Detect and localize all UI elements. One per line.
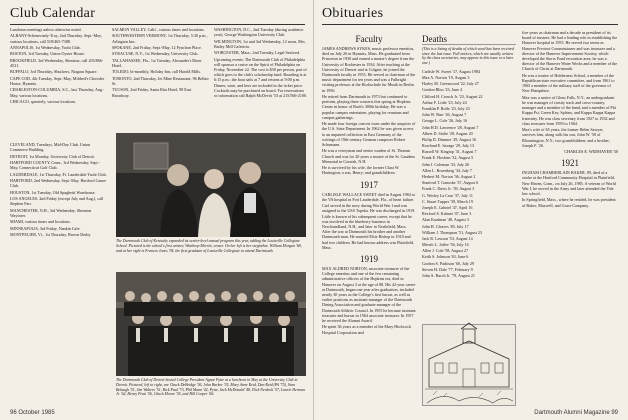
obituary-1919-text xyxy=(322,266,416,335)
obituary-paragraph: JAMES ANDREWS SYKES, music professor emeritus, died on July 26 in Hyannis, Mass. He graduated from Princeton in 1930 and earned a master's degree from the University of Rochester in 1934. After teaching at the University of Denver and at Colgate, he joined the Dartmouth faculty in 1953. He served as chairman of the music department for ten years and was a Fulbright visiting professor at the Hochschule fur Musik in Berlin in 1956. xyxy=(322,46,416,93)
death-entry: Herbert M. Norton '36, August 2 xyxy=(422,174,476,179)
death-entry: John W. Burr '26, August 7 xyxy=(422,112,467,118)
calendar-column-2 xyxy=(112,27,209,98)
death-entry: Joseph E. Gabriel '47, April 16 xyxy=(422,204,473,210)
death-entry: Arthur F. Little '23, July 24 xyxy=(422,99,467,105)
obituary-paragraph: He was a trustee of Holderness School, a member of the Republican state executive committee, and from 1961 to 1965 a member of the military staff of the governor of New Hampshire. xyxy=(522,72,615,94)
death-entry: George L. Cole '26, July 16 xyxy=(422,118,468,124)
calendar-entry: ALBANY-Schenectady-Troy, 2nd Thursday, Sept.-May, various locations, call 518/465-7388. xyxy=(10,33,102,44)
detroit-group-illustration xyxy=(116,272,306,376)
detroit-photo-caption: The Dartmouth Club of Detroit hosted College President Agnar Pytte at a luncheon in May at the University Club in Detroit. Pictured, left to right, are Chuck DeBridge '36, John Barker '35, Mary Anne Reid, Dan Reid (PA '75), Stan Belaugh '51, Jim Walters '51, Rick Paul '73, Phil Mann '42, Pytte, Jack McDonald '48, Dick Newbolt '57, Laurie Herman Jr. '62, Henry Pratt '56, Chuck Moore '55, and Bill Cooper '66. xyxy=(116,378,305,397)
calendar-entry: DETROIT, 1st Monday, University Club of Detroit. xyxy=(10,153,95,159)
death-entry: Harley M. Greenwood '22, July 27 xyxy=(422,81,479,87)
death-entry: Keith S. Johnson '63, June 6 xyxy=(422,254,469,260)
page-title-obituaries: Obituaries xyxy=(322,6,618,25)
calendar-entry: ANNAPOLIS, 1st Wednesday, Yacht Club. xyxy=(10,44,81,50)
calendar-entry: CHARLESTON-COLUMBIA, S.C., last Thursday, Aug.-May, various locations. xyxy=(10,87,105,98)
death-entry: William J. Thompson '51, August 23 xyxy=(422,229,482,235)
death-entry: Frank C. Davis Jr. '39, August 3 xyxy=(422,186,475,192)
calendar-entry: HARTFORD, 2nd Wednesday, Sept.-May, Hartford Canoe Club. xyxy=(10,177,107,189)
year-heading-1919: 1919 xyxy=(360,254,378,265)
calendar-entry: CAPE COD, 4th Tuesday, Sept.-May, Mildred's Chowder House, Hyannis. xyxy=(10,75,105,86)
faculty-heading: Faculty xyxy=(355,34,383,44)
death-entry: Rexford S. Kalmet '47, June 3 xyxy=(422,211,472,217)
deaths-column xyxy=(422,30,516,320)
faculty-text xyxy=(322,46,416,176)
calendar-entry: TOLEDO, bi-monthly, Holiday Inn, call Harold Mills. xyxy=(112,69,202,75)
death-entry: Franklin P. Rolfe '23, July 23 xyxy=(422,105,470,111)
death-entry: Merritt L. Jaffee '56, July 16 xyxy=(422,242,469,248)
page-title-club-calendar: Club Calendar xyxy=(10,6,305,25)
obituary-paragraph: CARLISLE WALLACE SWEET died in August 1984 at the VA hospital in Fort Lauderdale, Fla., of heart failure. xyxy=(322,191,415,202)
death-entry: Carlisle W. Sweet '17, August 1984 xyxy=(422,68,480,74)
death-entry: John H.D. Lawrence '28, August 7 xyxy=(422,124,479,130)
death-entry: Jack R. Lawson '53, August 14 xyxy=(422,235,473,241)
obituary-paragraph: He is survived by his wife, the former Clara W. Hartington; a son, Henry; and grandchildren. xyxy=(322,165,400,176)
calendar-entry: SPOKANE, 2nd Friday, Sept.-May, 12 Pynchon Place. xyxy=(112,44,202,50)
calendar-entry: MINNEAPOLIS, 3rd Friday, Nankin Cafe. xyxy=(10,225,81,231)
death-entry: John A. Burch Jr. '79, August 21 xyxy=(422,273,475,278)
death-entry: Philip D. Dimmer '29, August 16 xyxy=(422,136,477,142)
calendar-entry: BUFFALO, 3rd Thursday, Shuckers, Niagara Square. xyxy=(10,69,98,75)
death-entry: Gordon S. Parkison '60, July 29 xyxy=(422,260,475,266)
death-entry: Allen L. Rosenberg '34, July 7 xyxy=(422,167,472,173)
calendar-entry: HARTFORD COUNTY, Conn., 3rd Wednesday, Sept.-May, Connecticut Golf Club. xyxy=(10,159,100,171)
calendar-column-1-continued xyxy=(10,142,107,410)
calendar-entry: MIAMI, various times and locations. xyxy=(10,219,71,225)
year-heading-1917: 1917 xyxy=(360,179,378,190)
obituary-paragraph: INGHAM CHAMBERLAIN BAKER, 89, died of a stroke at the Hartford Community Hospital in Plainfield, New Haven, Conn., on July 26, 1985. A veteran of World War I, he served in the Army and later attended the Yale law school. xyxy=(522,170,616,197)
calendar-entry: CHICAGO, quarterly, various locations. xyxy=(10,98,77,104)
year-heading-1921: 1921 xyxy=(561,158,579,169)
calendar-entry: SYRACUSE, N.Y., 1st Wednesday, University Club. xyxy=(112,51,199,57)
calendar-entry: TALLAHASSEE, Fla., 1st Tuesday, Alexander's Diner Hotel. xyxy=(112,57,202,68)
calendar-entry: LOS ANGELES, 2nd Friday (except July and Aug.), call Stephen Farr. xyxy=(10,195,104,207)
obituary-paragraph: In Springfield, Mass., where he resided, he was president of Baker, Maxwell, and Grace Company. xyxy=(522,197,616,208)
death-entry: Russell W. Kingtop '31, August 7 xyxy=(422,149,477,155)
deaths-heading: Deaths xyxy=(422,34,516,45)
death-entry: John H. Cleaves '49, July 17 xyxy=(422,223,469,229)
calendar-entry: Luncheon meetings unless otherwise noted. xyxy=(10,27,82,32)
obituary-1919-continued xyxy=(522,30,618,148)
right-page-footer: Dartmouth Alumni Magazine 99 xyxy=(534,410,618,416)
calendar-entry: HOUSTON, 1st Tuesday, Old Spaghetti Warehouse. xyxy=(10,189,96,195)
obituaries-column-3 xyxy=(522,30,618,410)
death-entry: G. Wesley La Crue '37, July 11 xyxy=(422,192,473,198)
calendar-entry: Upcoming events: The Dartmouth Club of Philadelphia will sponsor a cruise on the Spirit of Philadelphia on Friday, November 22. The cost is $30 per person, part of which goes to the club's scholarship fund. Boarding is at 6:15 p.m.; the boat sails at 7 and returns at 9:00 p.m. Dinner, wine, and beer are included in the ticket price. Cocktails may be purchased on board. For reservations or information call Ralph McDevitt '53 at 215/566-2100. xyxy=(214,56,308,98)
obituary-paragraph: Max was a native of Glens Falls, N.Y., an undergraduate he was manager of varsity track and cross-country, manager and a member of the band, and a member of Phi Kappa Psi, Green Key, Sphinx, and Kappa Kappa Kappa fraternity. He was class secretary from 1927 to 1932 and class treasurer from 1959 to 1964. xyxy=(522,94,616,126)
obituary-paragraph: He retired from Dartmouth in 1973 but continued to perform, playing three concerts this spring at Hopkins Center in honor of Bach's 300th birthday. He was a popular campus entertainer, playing for reunions and campus gatherings. xyxy=(322,94,411,120)
obituary-paragraph: Carl served in the navy during World War I and was assigned to the USS Topeka. He was discharged in 1919. Little is known of his subsequent career, except that he was involved in the blueberry business in Newfoundland, N.H., and later in Northfield, Mass. After the war at Dartmouth his brother and another Dartmouth man. He married Elsie Bishop in 1918 and had two children. He had known address was Plainfield, Mass. xyxy=(322,203,416,250)
calendar-entry: WILMINGTON, 1st and 3rd Wednesday, 12 noon, Mrs. Bailey Mill Cafeteria. xyxy=(214,38,306,49)
calendar-entry: TORONTO, 2nd Thursday, Jet Mine Restaurant, 96 Bellair St. xyxy=(112,75,209,86)
obituary-1917-text xyxy=(322,192,416,250)
calendar-entry: WORCESTER, Mass., 2nd Tuesday, Legal Seafood. xyxy=(214,50,300,56)
kentucky-club-photo xyxy=(116,133,306,237)
death-entry: Rowland E. Savage '29, July 13 xyxy=(422,143,475,149)
left-page-footer: 96 October 1985 xyxy=(10,410,55,416)
calendar-entry: CLEVELAND, Tuesdays, Mid-Day Club, Union Commerce Building. xyxy=(10,142,91,153)
death-entry: Allen J. Cole '58, August 27 xyxy=(422,248,469,254)
campus-sketch xyxy=(422,324,516,406)
deaths-note: (This is a listing of deaths of which word has been received since the last issue. Full notices, which are usually written by the class secretaries, may appear in this issue or a later one.) xyxy=(422,47,515,66)
obituaries-column-1 xyxy=(322,30,416,410)
kentucky-photo-caption: The Dartmouth Club of Kentucky expanded its senior-level annual program this year, adding the Louisville Collegiate School. Pictured is the school's first winner, Winthrop Merritt, center. On her left is her stepfather, William Morgan '68, and at her right is Frances Jones '94, the first graduate of Louisville Collegiate to attend Dartmouth. xyxy=(116,239,302,253)
calendar-entry: SOUTHWESTERN VERMONT, 1st Thursday, 5:30 p.m., Arlington Inn. xyxy=(112,33,208,44)
calendar-column-1 xyxy=(10,27,107,139)
death-entry: Max A. Norton '19, August 3 xyxy=(422,75,470,80)
obituary-paragraph: MAX ALDRED NORTON, associate treasurer of the College emeritus and one of the few remaining administrative officers of the Hopkins era, died in Hanover on August 3 at the age of 88. His 42-year career at Dartmouth, began one year after graduation, included nearly 30 years as the College's first bursar, as well as earlier positions as assistant manager of the Dartmouth Dining Association and graduate manager of the Dartmouth Athletic Council. In 1955 he became assistant treasurer and bursar in 1964 associate treasurer. In 1957 he received the Alumni Award. xyxy=(322,266,416,324)
death-entry: Frank E. Hoskins '32, August 5 xyxy=(422,155,474,161)
obituary-paragraph: He spent 36 years as a member of the Mary Hitchcock Hospital Corporation and xyxy=(322,324,412,335)
calendar-entry: MANCHESTER, N.H., 3rd Wednesday, Sheraton Wayfarer. xyxy=(10,207,92,218)
calendar-entry: MONTPELIER, Vt., 1st Thursday, Brown Derby. xyxy=(10,231,92,237)
calendar-entry: WASHINGTON, D.C., 2nd Tuesday (during academic year), George Washington University Club. xyxy=(214,27,304,38)
group-photo-illustration xyxy=(116,133,306,237)
death-entry: Albert D. Stolte '28, August 20 xyxy=(422,130,473,136)
obituary-paragraph: five years as chairman and a decade as president of its board of trustees. He had a leading role in establishing the Hanover hospital in 1955. He served two terms as Hanover Precinct Commissioner and was treasurer and a director of the Hanover Improvement Society, which developed the Storrs Pond recreation area; he was a director of the Hanover Water Works and a member of the Church of Christ at Dartmouth. xyxy=(522,30,618,72)
calendar-entry: TUCSON, 2nd Friday, Santa Rita Hotel, 98 East Broadway. xyxy=(112,87,192,98)
calendar-column-3 xyxy=(214,27,308,129)
death-entry: Clifford H. Crouch Jr. '23, August 22 xyxy=(422,93,483,99)
building-sketch-illustration xyxy=(423,325,515,405)
calendar-entry: LAUDERDALE, 1st Thursday, Ft. Lauderdale Yacht Club. xyxy=(10,171,107,177)
calendar-entry: BROOKFIELD, 3rd Wednesday, Sheraton, call 203/866-4521. xyxy=(10,57,104,68)
calendar-entry: BOSTON, 3rd Tuesday, Union Oyster House. xyxy=(10,51,85,57)
death-entry: Alan Kaufman '48, August 3 xyxy=(422,217,469,223)
death-entry: Gordon Bliss '23, June 4 xyxy=(422,87,463,93)
death-entry: John J. Coleman '33, July 26 xyxy=(422,161,470,167)
obituary-paragraph: He made four foreign concert tours under the auspices of the U.S. State Department. In 1962 he was given access to an unpaired collection in East Germany of the writings of 19th-century German composer Robert Schumann. xyxy=(322,121,416,148)
deaths-list xyxy=(422,69,516,278)
death-entry: Steven H. Dale '77, February 9 xyxy=(422,266,473,272)
obituary-paragraph: He was a vestryman and senior warden of St. Thomas Church and was for 20 years a trustee of the St. Gaudens Memorial in Cornish, N.H. xyxy=(322,148,415,164)
death-entry: Stanford T. Ganoske '37, August 6 xyxy=(422,180,479,186)
obituary-1921-text xyxy=(522,170,618,208)
obituary-paragraph: Max's wife of 65 years, the former Helen Sawyer, survives him, along with his son, John W. '50 of Bloomington, N.Y.; two grandchildren; and a brother, Joseph F. '26. xyxy=(522,127,610,148)
detroit-club-photo xyxy=(116,272,306,376)
signature-widmayer: CHARLES E. WIDMAYER '30 xyxy=(564,149,618,155)
death-entry: C. Stuart Tupper '39, March 19 xyxy=(422,198,473,204)
calendar-entry: SALMON VALLEY, Calif., various times and locations. xyxy=(112,27,205,32)
